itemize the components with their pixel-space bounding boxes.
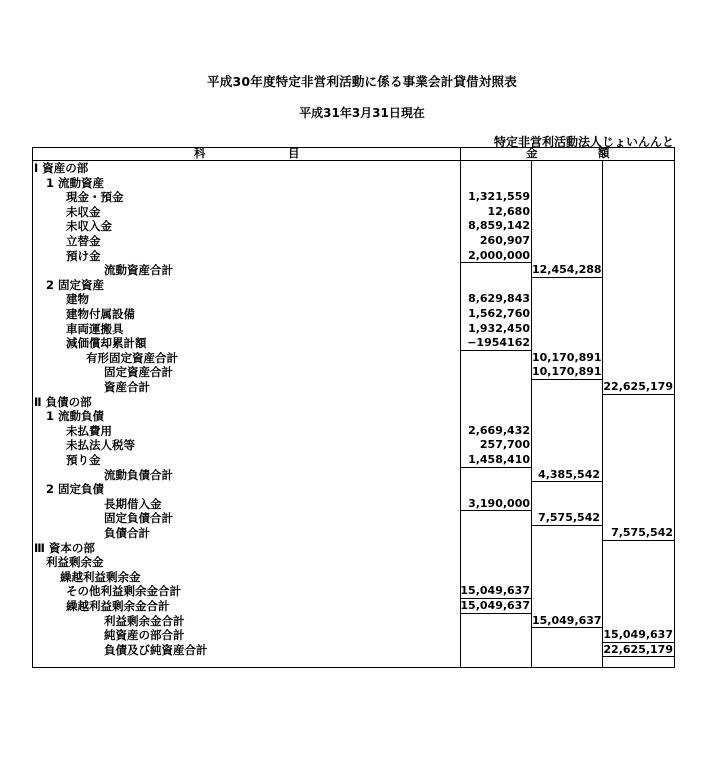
- row-label: 長期借入金: [104, 496, 162, 511]
- row-label: 立替金: [66, 234, 101, 248]
- table-row: [32, 263, 675, 278]
- row-label: 利益剰余金: [46, 555, 104, 570]
- amount-c1: 1,321,559: [468, 190, 530, 204]
- sum-underline: [531, 627, 602, 628]
- row-label: 固定資産合計: [104, 365, 173, 380]
- table-row: [32, 307, 675, 322]
- row-label: 未払費用: [66, 423, 112, 438]
- sum-underline: [531, 379, 602, 380]
- table-top-border: [32, 147, 675, 148]
- table-row: [32, 409, 675, 424]
- table-row: [32, 205, 675, 220]
- row-label: 1 流動負債: [46, 409, 105, 424]
- table-row: [32, 570, 675, 585]
- table-row: [32, 365, 675, 380]
- sum-underline: [531, 277, 602, 278]
- row-label: 2 固定負債: [46, 482, 105, 497]
- amount-c1: 257,700: [479, 438, 530, 452]
- row-label: 未払法人税等: [66, 438, 135, 453]
- table-row: [32, 584, 675, 599]
- row-label: 預り金: [66, 453, 101, 467]
- amount-c2: 10,170,891: [532, 350, 602, 364]
- table-row: [32, 219, 675, 234]
- table-row: [32, 541, 675, 556]
- table-row: [32, 599, 675, 614]
- table-row: [32, 380, 675, 395]
- row-label: 未収入金: [66, 219, 112, 234]
- sum-underline: [531, 481, 602, 482]
- amount-c2: 10,170,891: [532, 365, 602, 379]
- balance-sheet-table: [32, 147, 675, 668]
- sum-underline: [460, 350, 531, 351]
- row-label: 2 固定資産: [46, 277, 105, 292]
- amount-c3: 22,625,179: [603, 642, 673, 656]
- sum-underline: [531, 525, 602, 526]
- table-row: [32, 176, 675, 191]
- table-row: [32, 336, 675, 351]
- table-row: [32, 526, 675, 541]
- amount-c1: 2,669,432: [468, 423, 530, 437]
- row-label: 減価償却累計額: [66, 336, 147, 351]
- amount-c1: 8,859,142: [468, 219, 530, 233]
- amount-c1: 1,932,450: [468, 321, 530, 335]
- amount-c1: 12,680: [487, 204, 530, 218]
- amount-c1: 1,562,760: [468, 307, 530, 320]
- table-row: [32, 468, 675, 483]
- sum-underline: [602, 656, 674, 657]
- organization-name: 特定非営利活動法人じょいんんと: [493, 135, 674, 149]
- sum-underline: [460, 613, 531, 614]
- table-row: [32, 643, 675, 658]
- row-label: 預け金: [66, 248, 101, 263]
- table-row: [32, 614, 675, 629]
- table-row: [32, 497, 675, 512]
- amount-c3: 7,575,542: [611, 526, 673, 539]
- row-label: その他利益剰余金合計: [66, 584, 181, 599]
- amount-c1: 2,000,000: [468, 248, 530, 262]
- amount-c1: 15,049,637: [460, 584, 530, 598]
- amount-c2: 7,575,542: [538, 511, 600, 525]
- amount-c1: 8,629,843: [468, 292, 530, 306]
- row-label: 建物付属設備: [66, 307, 135, 321]
- statement-title: 平成30年度特定非営利活動に係る事業会計貸借対照表: [207, 74, 517, 89]
- amount-c2: 12,454,288: [532, 263, 602, 277]
- row-label: 負債及び純資産合計: [104, 642, 208, 657]
- table-row: [32, 628, 675, 643]
- header-subject-b: 目: [288, 146, 300, 160]
- amount-c2: 4,385,542: [538, 467, 600, 481]
- row-label: 1 流動資産: [46, 175, 105, 190]
- table-row: [32, 190, 675, 205]
- table-row: [32, 511, 675, 526]
- row-label: 現金・預金: [66, 190, 124, 205]
- row-label: 流動負債合計: [104, 467, 173, 482]
- header-amount-a: 金: [526, 146, 538, 160]
- amount-c1: 15,049,637: [460, 599, 530, 612]
- sum-underline: [460, 510, 531, 511]
- amount-c1: −1954162: [467, 336, 530, 350]
- amount-c1: 3,190,000: [468, 496, 530, 510]
- table-row: [32, 292, 675, 307]
- sum-underline: [602, 394, 674, 395]
- amount-c1: 1,458,410: [468, 453, 530, 466]
- sum-underline: [460, 598, 531, 599]
- header-subject-a: 科: [194, 146, 206, 160]
- row-label: 有形固定資産合計: [86, 350, 178, 365]
- table-row: [32, 234, 675, 249]
- table-row: [32, 351, 675, 366]
- table-row: [32, 424, 675, 439]
- table-row: [32, 482, 675, 497]
- table-row: [32, 278, 675, 293]
- sum-underline: [460, 262, 531, 263]
- row-label: 繰越利益剰余金合計: [66, 599, 170, 613]
- statement-date: 平成31年3月31日現在: [299, 106, 425, 120]
- row-label: 繰越利益剰余金: [60, 569, 141, 584]
- row-label: 資産合計: [104, 380, 150, 394]
- sum-underline: [602, 642, 674, 643]
- row-label: 負債合計: [104, 526, 150, 540]
- table-row: [32, 322, 675, 337]
- row-label: 建物: [66, 292, 89, 307]
- row-label: 車両運搬具: [66, 321, 124, 336]
- table-row: [32, 249, 675, 264]
- row-label: 流動資産合計: [104, 263, 173, 278]
- row-label: 純資産の部合計: [104, 628, 185, 643]
- amount-c2: 15,049,637: [532, 613, 602, 627]
- table-row: [32, 555, 675, 570]
- table-row: [32, 161, 675, 176]
- row-label: Ⅱ 負債の部: [34, 394, 92, 409]
- row-label: Ⅰ 資産の部: [34, 161, 89, 175]
- header-amount-b: 額: [598, 146, 610, 160]
- row-label: 利益剰余金合計: [104, 613, 185, 628]
- sum-underline: [602, 540, 674, 541]
- sum-underline: [460, 467, 531, 468]
- row-label: 未収金: [66, 204, 101, 219]
- amount-c1: 260,907: [479, 234, 530, 247]
- amount-c3: 22,625,179: [603, 380, 673, 393]
- amount-c3: 15,049,637: [603, 628, 673, 642]
- table-row: [32, 453, 675, 468]
- table-row: [32, 395, 675, 410]
- table-row: [32, 438, 675, 453]
- row-label: Ⅲ 資本の部: [34, 540, 95, 555]
- table-bottom-border: [32, 667, 675, 668]
- row-label: 固定負債合計: [104, 511, 173, 526]
